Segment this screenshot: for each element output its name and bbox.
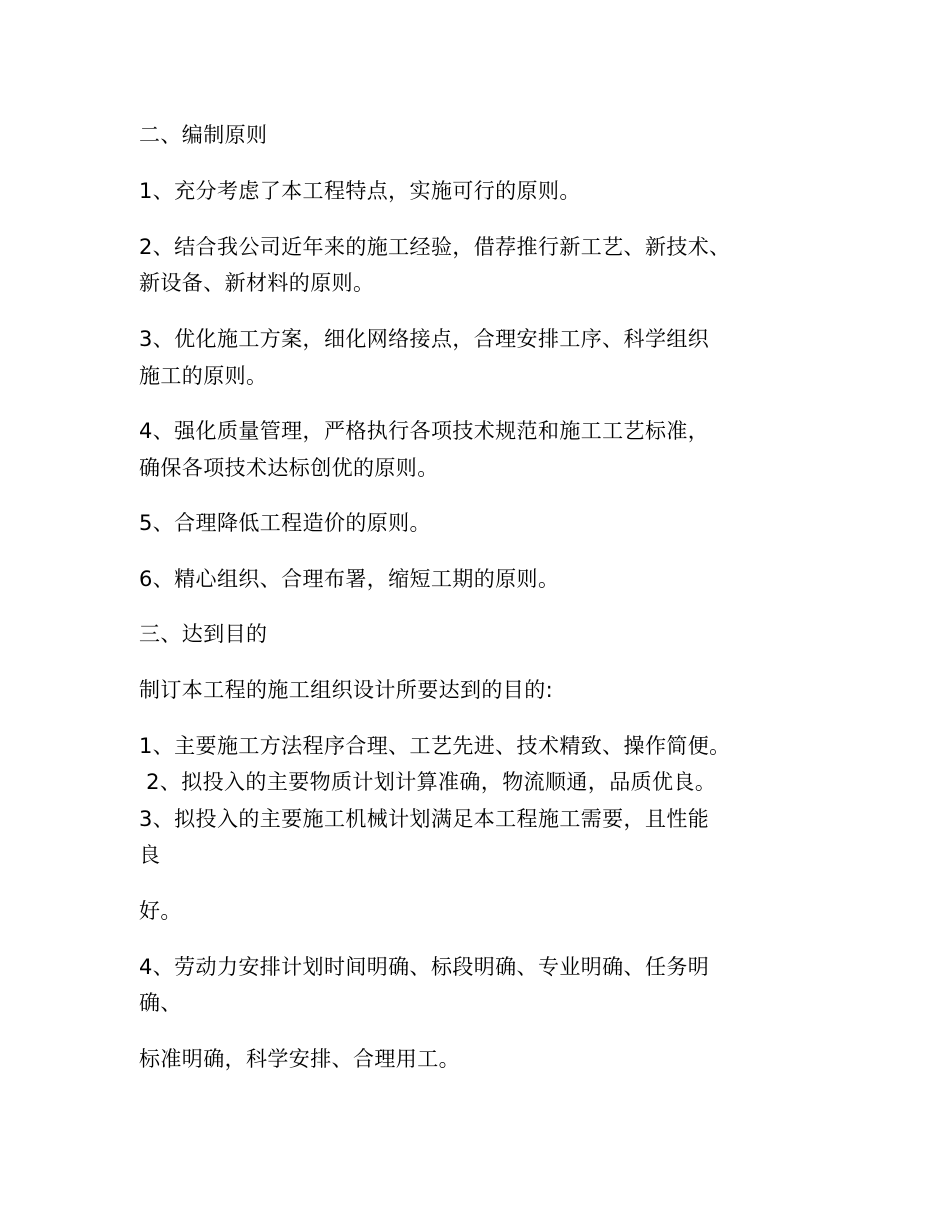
principle-item-5: 5、合理降低工程造价的原则。 (139, 511, 431, 535)
section-heading-objectives: 三、达到目的 (139, 622, 268, 646)
objective-item-3-line-3: 好。 (139, 899, 182, 923)
principle-item-1: 1、充分考虑了本工程特点，实施可行的原则。 (139, 179, 581, 203)
objective-item-3-line-1: 3、拟投入的主要施工机械计划满足本工程施工需要，且性能 (139, 807, 710, 831)
objective-item-1: 1、主要施工方法程序合理、工艺先进、技术精致、操作简便。 (139, 734, 731, 758)
objective-item-3-line-2: 良 (139, 843, 161, 867)
principle-item-2-line-2: 新设备、新材料的原则。 (139, 271, 375, 295)
principle-item-4-line-1: 4、强化质量管理，严格执行各项技术规范和施工工艺标准， (139, 419, 710, 443)
objectives-intro: 制订本工程的施工组织设计所要达到的目的: (139, 678, 554, 702)
principle-item-3-line-2: 施工的原则。 (139, 364, 268, 388)
objective-item-2: 2、拟投入的主要物质计划计算准确，物流顺通，品质优良。 (139, 770, 717, 794)
section-heading-principles: 二、编制原则 (139, 123, 268, 147)
objective-item-4-line-1: 4、劳动力安排计划时间明确、标段明确、专业明确、任务明 (139, 955, 710, 979)
principle-item-4-line-2: 确保各项技术达标创优的原则。 (139, 456, 439, 480)
principle-item-2-line-1: 2、结合我公司近年来的施工经验，借荐推行新工艺、新技术、 (139, 235, 731, 259)
objective-item-4-line-2: 确、 (139, 991, 182, 1015)
principle-item-3-line-1: 3、优化施工方案，细化网络接点，合理安排工序、科学组织 (139, 327, 710, 351)
objective-item-4-line-3: 标准明确，科学安排、合理用工。 (139, 1047, 460, 1071)
principle-item-6: 6、精心组织、合理布署，缩短工期的原则。 (139, 567, 560, 591)
